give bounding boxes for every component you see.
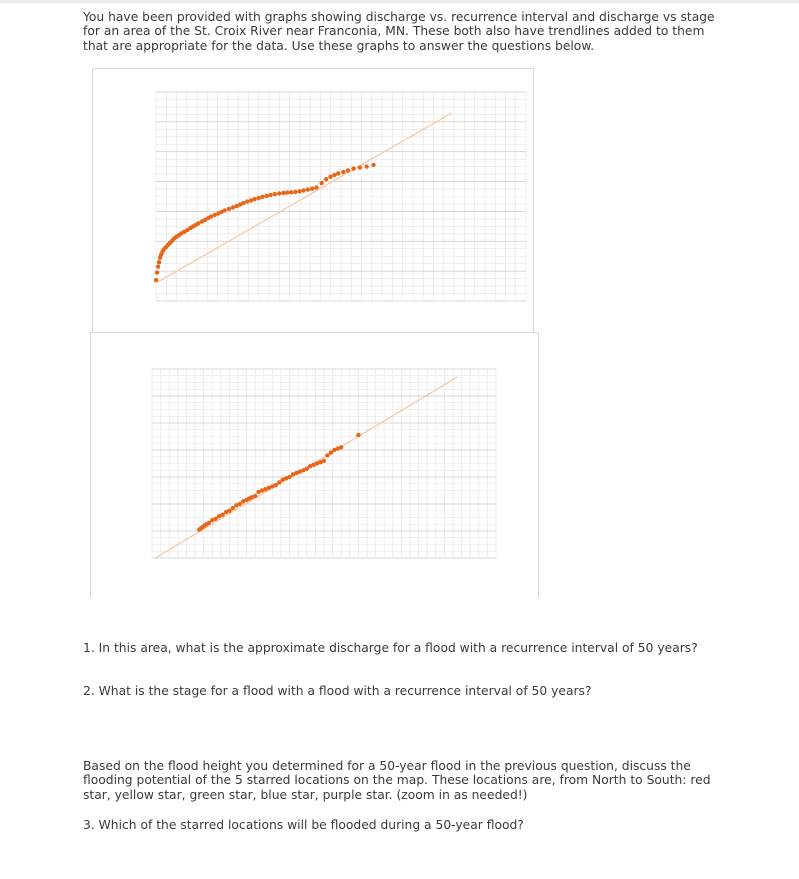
- data-point: [231, 506, 235, 510]
- data-point: [371, 163, 375, 167]
- data-point: [245, 199, 249, 203]
- question-3: 3. Which of the starred locations will be flooded during a 50-year flood?: [83, 818, 524, 832]
- stage-chart: [90, 332, 539, 597]
- data-point: [297, 189, 301, 193]
- data-point: [336, 171, 340, 175]
- data-point: [265, 194, 269, 198]
- data-point: [364, 164, 368, 168]
- recurrence-chart: [92, 68, 534, 334]
- data-point: [241, 201, 245, 205]
- data-point: [314, 185, 318, 189]
- data-point: [328, 175, 332, 179]
- data-point: [274, 483, 278, 487]
- data-point: [351, 167, 355, 171]
- data-point: [268, 193, 272, 197]
- data-point: [220, 513, 224, 517]
- data-point: [157, 260, 161, 264]
- data-point: [273, 192, 277, 196]
- data-point: [257, 196, 261, 200]
- intro-paragraph: You have been provided with graphs showing discharge vs. recurrence interval and discharge vs stage for an area of the St. Croix River near Franconia, MN. These both also have trendlines added to them that are appropriate for the data. Use these graphs to answer the questions below.: [83, 10, 715, 53]
- trendline: [156, 113, 452, 283]
- data-point: [356, 433, 360, 437]
- starred-locations-paragraph: Based on the flood height you determined for a 50-year flood in the previous question, discuss the flooding potential of the 5 starred locations on the map. These locations are, from North to South: red star, yellow star, green star, blue star, purple star. (zoom in as needed!): [83, 759, 711, 802]
- data-point: [222, 208, 226, 212]
- data-point: [306, 187, 310, 191]
- top-rule: [0, 0, 799, 3]
- data-point: [227, 207, 231, 211]
- question-1: 1. In this area, what is the approximate discharge for a flood with a recurrence interval of 50 years?: [83, 641, 698, 655]
- data-point: [285, 190, 289, 194]
- data-point: [154, 278, 158, 282]
- data-point: [253, 494, 257, 498]
- data-point: [301, 188, 305, 192]
- data-points: [197, 433, 360, 532]
- data-point: [325, 453, 329, 457]
- data-point: [358, 165, 362, 169]
- data-point: [289, 190, 293, 194]
- data-point: [155, 270, 159, 274]
- data-point: [310, 187, 314, 191]
- data-point: [281, 191, 285, 195]
- data-point: [260, 195, 264, 199]
- data-point: [339, 445, 343, 449]
- data-point: [324, 177, 328, 181]
- data-point: [238, 502, 242, 506]
- data-point: [213, 517, 217, 521]
- data-point: [277, 191, 281, 195]
- data-point: [346, 168, 350, 172]
- data-point: [156, 265, 160, 269]
- recurrence-chart-svg: [93, 69, 533, 333]
- data-point: [341, 170, 345, 174]
- data-point: [319, 181, 323, 185]
- gridlines: [156, 92, 526, 301]
- question-2: 2. What is the stage for a flood with a flood with a recurrence interval of 50 years?: [83, 684, 592, 698]
- data-point: [252, 197, 256, 201]
- data-point: [322, 459, 326, 463]
- stage-chart-svg: [91, 333, 538, 597]
- data-point: [293, 190, 297, 194]
